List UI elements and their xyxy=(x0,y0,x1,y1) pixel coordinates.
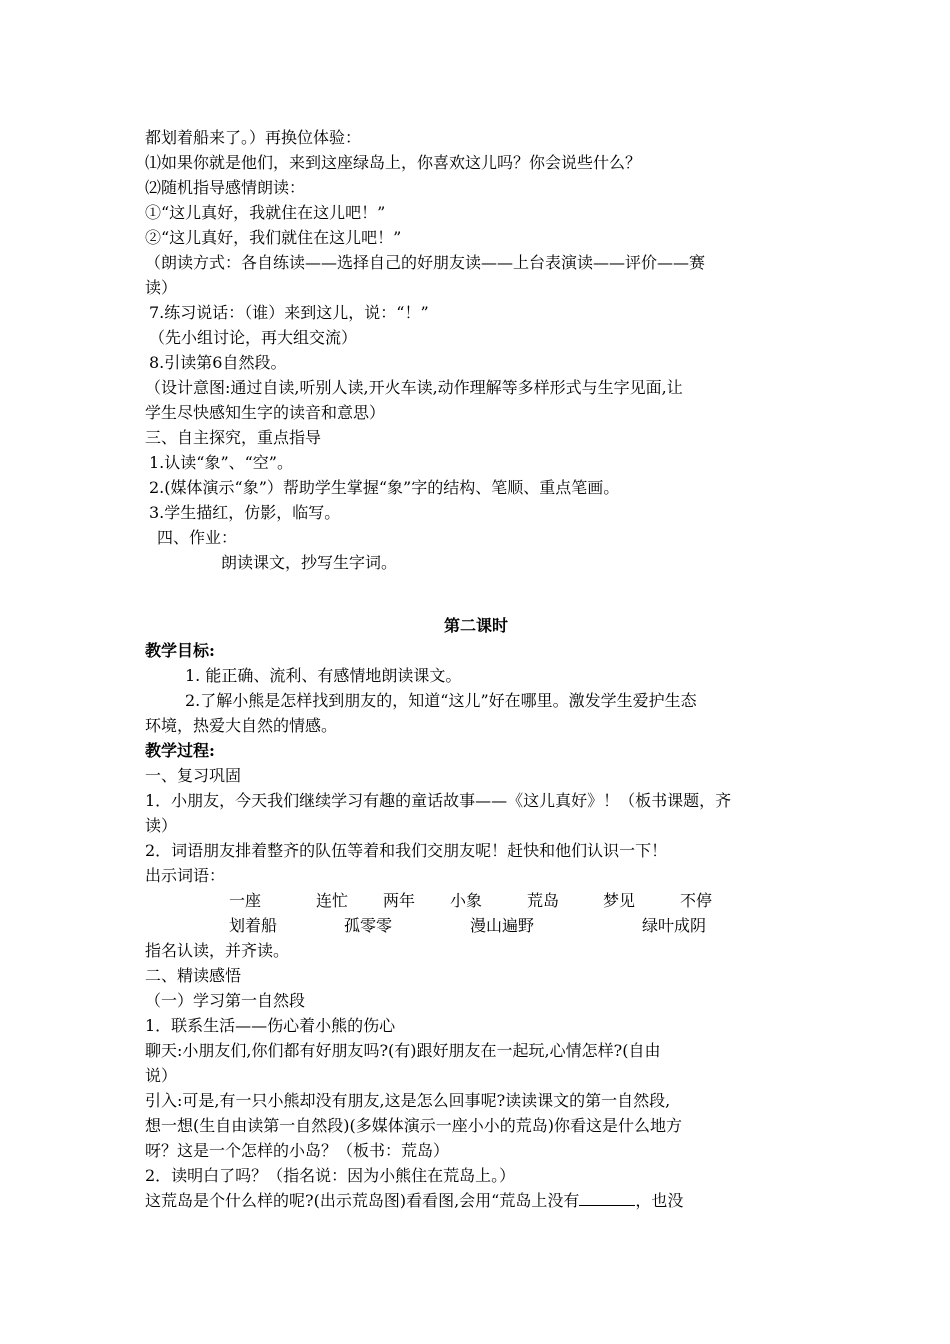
goal-item-continued: 环境，热爱大自然的情感。 xyxy=(145,716,338,735)
vocab-word: 小象 xyxy=(450,891,483,910)
text-line: 想一想(生自由读第一自然段)(多媒体演示一座小小的荒岛)你看这是什么地方 xyxy=(145,1116,682,1135)
vocab-word: 一座 xyxy=(229,891,262,910)
text-line: ⑴如果你就是他们，来到这座绿岛上，你喜欢这儿吗？你会说些什么？ xyxy=(145,153,642,172)
text-line: 8.引读第6自然段。 xyxy=(149,353,287,372)
goals-heading: 教学目标: xyxy=(145,641,215,660)
section-heading: 四、作业： xyxy=(157,528,238,547)
text-line: 读） xyxy=(145,816,178,835)
text-line: 聊天:小朋友们,你们都有好朋友吗?(有)跟好朋友在一起玩,心情怎样?(自由 xyxy=(145,1041,661,1060)
subsection-heading: （一）学习第一自然段 xyxy=(145,991,306,1010)
vocab-word: 连忙 xyxy=(316,891,349,910)
text-line: 学生尽快感知生字的读音和意思） xyxy=(145,403,386,422)
vocab-word: 漫山遍野 xyxy=(470,916,535,935)
text-line: 1．联系生活——伤心着小熊的伤心 xyxy=(145,1016,396,1035)
vocab-word: 不停 xyxy=(680,891,713,910)
section-heading: 一、复习巩固 xyxy=(145,766,242,785)
text-line: 朗读课文，抄写生字词。 xyxy=(221,553,398,572)
section-heading: 三、自主探究，重点指导 xyxy=(145,428,322,447)
lesson-title: 第二课时 xyxy=(443,616,508,635)
text-fragment: 这荒岛是个什么样的呢?(出示荒岛图)看看图,会用“荒岛上没有 xyxy=(145,1191,580,1210)
text-line: 出示词语： xyxy=(145,866,226,885)
text-line: ①“这儿真好，我就住在这儿吧！” xyxy=(145,203,386,222)
goal-item: 2.了解小熊是怎样找到朋友的，知道“这儿”好在哪里。激发学生爱护生态 xyxy=(185,691,697,710)
text-fragment: ，也没 xyxy=(635,1191,684,1210)
section-heading: 二、精读感悟 xyxy=(145,966,242,985)
vocab-word: 孤零零 xyxy=(344,916,393,935)
text-line: 指名认读，并齐读。 xyxy=(145,941,290,960)
text-line: 1．小朋友，今天我们继续学习有趣的童话故事——《这儿真好》！（板书课题，齐 xyxy=(145,791,732,810)
process-heading: 教学过程: xyxy=(145,741,215,760)
fill-in-blank xyxy=(579,1191,635,1206)
text-line: （设计意图:通过自读,听别人读,开火车读,动作理解等多样形式与生字见面,让 xyxy=(145,378,683,397)
text-line: 3.学生描红，仿影，临写。 xyxy=(149,503,341,522)
text-line: 7.练习说话：（谁）来到这儿，说：“！” xyxy=(149,303,429,322)
text-line: 都划着船来了。）再换位体验： xyxy=(145,128,362,147)
text-line: ⑵随机指导感情朗读： xyxy=(145,178,306,197)
goal-item: 1. 能正确、流利、有感情地朗读课文。 xyxy=(185,666,462,685)
text-line: （先小组讨论，再大组交流） xyxy=(149,328,358,347)
word-row-2 xyxy=(145,913,807,938)
text-line: 读） xyxy=(145,278,178,297)
text-line: 2．词语朋友排着整齐的队伍等着和我们交朋友呢！赶快和他们认识一下！ xyxy=(145,841,668,860)
text-line: 呀？这是一个怎样的小岛？（板书：荒岛） xyxy=(145,1141,450,1160)
vocab-word: 绿叶成阴 xyxy=(642,916,707,935)
vocab-word: 梦见 xyxy=(603,891,636,910)
text-line: 引入:可是,有一只小熊却没有朋友,这是怎么回事呢?读读课文的第一自然段, xyxy=(145,1091,671,1110)
vocab-word: 划着船 xyxy=(229,916,278,935)
text-line: 2．读明白了吗？（指名说：因为小熊住在荒岛上。） xyxy=(145,1166,516,1185)
text-line: （朗读方式：各自练读——选择自己的好朋友读——上台表演读——评价——赛 xyxy=(145,253,706,272)
text-line: 1.认读“象”、“空”。 xyxy=(149,453,293,472)
vocab-word: 两年 xyxy=(383,891,416,910)
text-line: 说） xyxy=(145,1066,178,1085)
word-row-1 xyxy=(145,888,807,913)
text-line: ②“这儿真好，我们就住在这儿吧！” xyxy=(145,228,402,247)
text-line xyxy=(145,1188,807,1213)
vocab-word: 荒岛 xyxy=(527,891,560,910)
text-line: 2.(媒体演示“象”）帮助学生掌握“象”字的结构、笔顺、重点笔画。 xyxy=(149,478,620,497)
document-page xyxy=(145,125,807,1213)
